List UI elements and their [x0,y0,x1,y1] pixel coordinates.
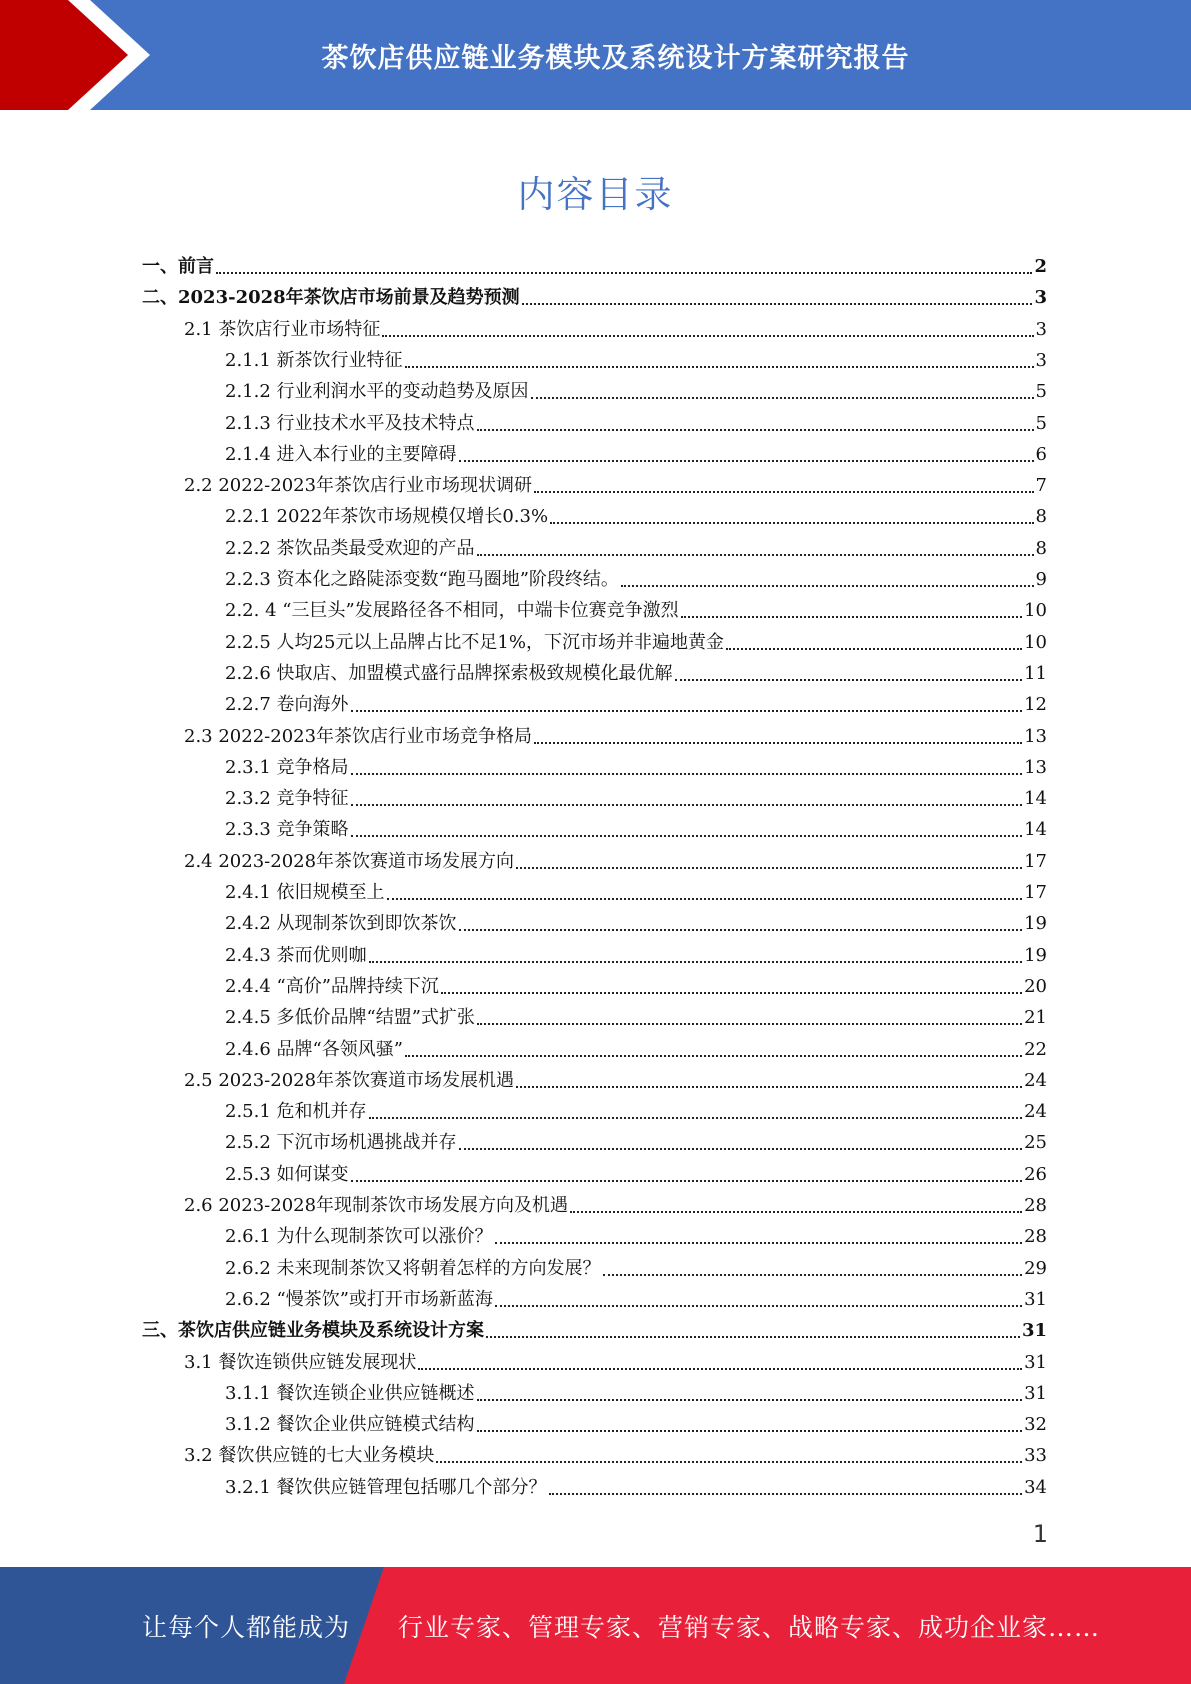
dot-leader [534,742,1022,744]
toc-entry-label: 2.2. 4 “三巨头”发展路径各不相同，中端卡位赛竞争激烈 [225,600,679,622]
toc-entry-label: 2.5.3 如何谋变 [225,1163,349,1185]
toc-entry-page: 17 [1024,850,1047,872]
toc-entry-label: 2.5 2023-2028年茶饮赛道市场发展机遇 [184,1069,515,1091]
toc-entry[interactable] [225,1035,1047,1065]
dot-leader [477,1023,1022,1025]
toc-entry-page: 21 [1024,1007,1047,1029]
toc-entry-page: 22 [1024,1038,1047,1060]
toc-entry-label: 三、茶饮店供应链业务模块及系统设计方案 [142,1320,484,1342]
footer-banner [0,1567,1191,1684]
dot-leader [516,867,1022,869]
toc-entry-label: 2.2.3 资本化之路陡添变数“跑马圈地”阶段终结。 [225,569,619,590]
toc-entry[interactable] [225,440,1047,470]
toc-entry-label: 3.1 餐饮连锁供应链发展现状 [184,1351,417,1373]
toc-entry-page: 31 [1024,1351,1047,1373]
toc-entry[interactable] [225,1379,1047,1409]
toc-entry-label: 2.2.6 快取店、加盟模式盛行品牌探索极致规模化最优解 [225,662,673,684]
dot-leader [436,1461,1022,1463]
toc-entry[interactable] [225,1473,1047,1503]
dot-leader [351,773,1023,775]
toc-entry[interactable] [225,1128,1047,1158]
dot-leader [351,710,1023,712]
toc-entry[interactable] [184,1348,1047,1378]
dot-leader [441,992,1022,994]
toc-entry-page: 3 [1035,349,1047,371]
footer-slogan-right: 行业专家、管理专家、营销专家、战略专家、成功企业家…… [398,1612,1101,1642]
toc-entry[interactable] [225,1222,1047,1252]
toc-entry[interactable] [225,1410,1047,1440]
dot-leader [726,648,1022,650]
dot-leader [681,616,1022,618]
dot-leader [459,929,1023,931]
dot-leader [369,1117,1023,1119]
toc-entry-label: 2.6.2 “慢茶饮”或打开市场新蓝海 [225,1288,493,1310]
toc-entry-page: 6 [1035,443,1047,465]
toc-entry-label: 2.1.2 行业利润水平的变动趋势及原因 [225,381,529,403]
toc-entry[interactable] [225,409,1047,439]
toc-entry-page: 34 [1024,1476,1047,1498]
dot-leader [675,679,1023,681]
toc-entry[interactable] [142,252,1047,282]
dot-leader [351,835,1023,837]
dot-leader [531,397,1034,399]
toc-entry-page: 10 [1024,631,1047,653]
toc-entry-label: 一、前言 [142,256,214,277]
toc-entry-label: 2.1.1 新茶饮行业特征 [225,349,403,371]
toc-entry[interactable] [225,878,1047,908]
toc-entry[interactable] [225,784,1047,814]
dot-leader [351,804,1023,806]
toc-entry-label: 2.3.2 竞争特征 [225,788,349,810]
toc-entry[interactable] [225,972,1047,1002]
toc-entry-label: 2.6 2023-2028年现制茶饮市场发展方向及机遇 [184,1195,569,1216]
dot-leader [621,585,1034,587]
toc-entry-label: 2.3.3 竞争策略 [225,819,349,841]
toc-entry[interactable] [225,1160,1047,1190]
toc-entry[interactable] [225,596,1047,626]
dot-leader [216,272,1032,274]
toc-entry-page: 5 [1035,381,1047,403]
dot-leader [459,460,1034,462]
toc-entry-label: 2.6.2 未来现制茶饮又将朝着怎样的方向发展？ [225,1257,601,1279]
toc-entry-page: 33 [1024,1445,1047,1467]
dot-leader [495,1305,1022,1307]
toc-entry-label: 2.5.2 下沉市场机遇挑战并存 [225,1132,457,1154]
toc-entry-page: 25 [1024,1132,1047,1154]
toc-entry-label: 2.1 茶饮店行业市场特征 [184,318,381,340]
toc-entry-label: 3.1.2 餐饮企业供应链模式结构 [225,1414,475,1436]
toc-entry-page: 5 [1035,412,1047,434]
dot-leader [351,1180,1023,1182]
dot-leader [522,303,1033,305]
toc-entry-label: 2.3 2022-2023年茶饮店行业市场竞争格局 [184,725,533,747]
toc-entry-page: 20 [1024,975,1047,997]
toc-entry[interactable] [142,1316,1047,1346]
toc-entry-page: 19 [1024,944,1047,966]
header-banner [0,0,1191,110]
toc-entry-page: 31 [1021,1320,1047,1342]
dot-leader [603,1274,1023,1276]
toc-entry[interactable] [225,753,1047,783]
toc-entry[interactable] [184,1066,1047,1096]
toc-entry-label: 2.4.5 多低价品牌“结盟”式扩张 [225,1007,475,1029]
dot-leader [550,522,1033,524]
toc-entry[interactable] [184,471,1047,501]
toc-entry[interactable] [225,628,1047,658]
dot-leader [369,961,1023,963]
toc-entry-label: 2.4.3 茶而优则咖 [225,944,367,966]
toc-entry-label: 2.4.6 品牌“各领风骚” [225,1038,403,1060]
toc-entry-label: 2.2.7 卷向海外 [225,694,349,716]
toc-entry-label: 2.3.1 竞争格局 [225,756,349,778]
toc-entry[interactable] [225,1285,1047,1315]
dot-leader [570,1211,1022,1213]
toc-entry-page: 17 [1024,882,1047,903]
toc-entry-page: 28 [1024,1195,1047,1216]
dot-leader [477,1399,1023,1401]
toc-entry-page: 2 [1034,256,1047,277]
dot-leader [382,335,1033,337]
toc-entry[interactable] [225,941,1047,971]
report-title: 茶饮店供应链业务模块及系统设计方案研究报告 [321,42,910,74]
dot-leader [516,1086,1022,1088]
toc-entry[interactable] [142,283,1047,313]
toc-entry[interactable] [184,847,1047,877]
dot-leader [387,898,1023,900]
toc-entry[interactable] [225,534,1047,564]
toc-entry-page: 31 [1024,1288,1047,1310]
toc-entry-label: 二、2023-2028年茶饮店市场前景及趋势预测 [142,287,520,309]
toc-entry-label: 2.2.2 茶饮品类最受欢迎的产品 [225,537,475,559]
toc-entry-label: 2.1.4 进入本行业的主要障碍 [225,443,457,465]
dot-leader [534,491,1034,493]
toc-entry-label: 2.2.1 2022年茶饮市场规模仅增长0.3% [225,506,549,528]
toc-entry-label: 2.2.5 人均25元以上品牌占比不足1%，下沉市场并非遍地黄金 [225,631,724,653]
dot-leader [549,1493,1023,1495]
toc-entry[interactable] [225,1003,1047,1033]
toc-entry[interactable] [225,1097,1047,1127]
toc-entry-page: 14 [1024,819,1047,841]
toc-entry-label: 2.4.1 依旧规模至上 [225,882,385,903]
toc-entry[interactable] [225,346,1047,376]
toc-entry-label: 2.4.2 从现制茶饮到即饮茶饮 [225,913,457,935]
dot-leader [405,366,1034,368]
toc-entry[interactable] [225,909,1047,939]
toc-entry-page: 3 [1035,318,1047,340]
toc-entry-page: 19 [1024,913,1047,935]
dot-leader [495,1242,1023,1244]
toc-entry-page: 12 [1024,694,1047,716]
toc-entry-page: 32 [1024,1414,1047,1436]
toc-entry-page: 3 [1034,287,1047,309]
dot-leader [405,1055,1022,1057]
toc-entry-page: 8 [1035,537,1047,559]
toc-entry-label: 2.4.4 “高价”品牌持续下沉 [225,975,439,997]
toc-entry-label: 3.2.1 餐饮供应链管理包括哪几个部分？ [225,1476,547,1498]
toc-entry-label: 2.6.1 为什么现制茶饮可以涨价？ [225,1226,493,1248]
toc-entry[interactable] [225,565,1047,595]
dot-leader [459,1148,1023,1150]
toc-entry-page: 7 [1035,475,1047,497]
toc-entry-label: 2.5.1 危和机并存 [225,1101,367,1123]
toc-entry-page: 10 [1024,600,1047,622]
dot-leader [477,1430,1023,1432]
toc-entry[interactable] [225,1254,1047,1284]
toc-entry-page: 14 [1024,788,1047,810]
toc-entry-label: 3.2 餐饮供应链的七大业务模块 [184,1445,435,1467]
toc-entry-page: 13 [1024,756,1047,778]
dot-leader [477,554,1034,556]
toc-entry[interactable] [184,1191,1047,1221]
toc-entry-page: 11 [1024,662,1047,684]
toc-entry[interactable] [225,815,1047,845]
toc-entry-page: 28 [1024,1226,1047,1248]
footer-slogan-left: 让每个人都能成为 [142,1612,351,1642]
page-number: 1 [1032,1520,1048,1548]
toc-entry[interactable] [184,315,1047,345]
toc-entry-label: 2.4 2023-2028年茶饮赛道市场发展方向 [184,850,515,872]
dot-leader [477,429,1034,431]
toc-entry[interactable] [225,659,1047,689]
toc-entry-page: 24 [1024,1069,1047,1091]
toc-entry[interactable] [225,502,1047,532]
toc-entry-page: 8 [1035,506,1047,528]
toc-entry[interactable] [225,377,1047,407]
dot-leader [486,1336,1020,1338]
toc-entry-page: 29 [1024,1257,1047,1279]
page-title: 内容目录 [517,173,674,216]
toc-entry-page: 24 [1024,1101,1047,1123]
toc-entry[interactable] [184,722,1047,752]
toc-entry[interactable] [184,1441,1047,1471]
toc-entry-page: 31 [1024,1382,1047,1404]
toc-entry[interactable] [225,690,1047,720]
toc-entry-label: 2.2 2022-2023年茶饮店行业市场现状调研 [184,475,533,497]
toc-entry-page: 13 [1024,725,1047,747]
toc-entry-page: 9 [1035,569,1047,590]
dot-leader [418,1368,1022,1370]
toc-entry-page: 26 [1024,1163,1047,1185]
toc-entry-label: 3.1.1 餐饮连锁企业供应链概述 [225,1382,475,1404]
toc-entry-label: 2.1.3 行业技术水平及技术特点 [225,412,475,434]
